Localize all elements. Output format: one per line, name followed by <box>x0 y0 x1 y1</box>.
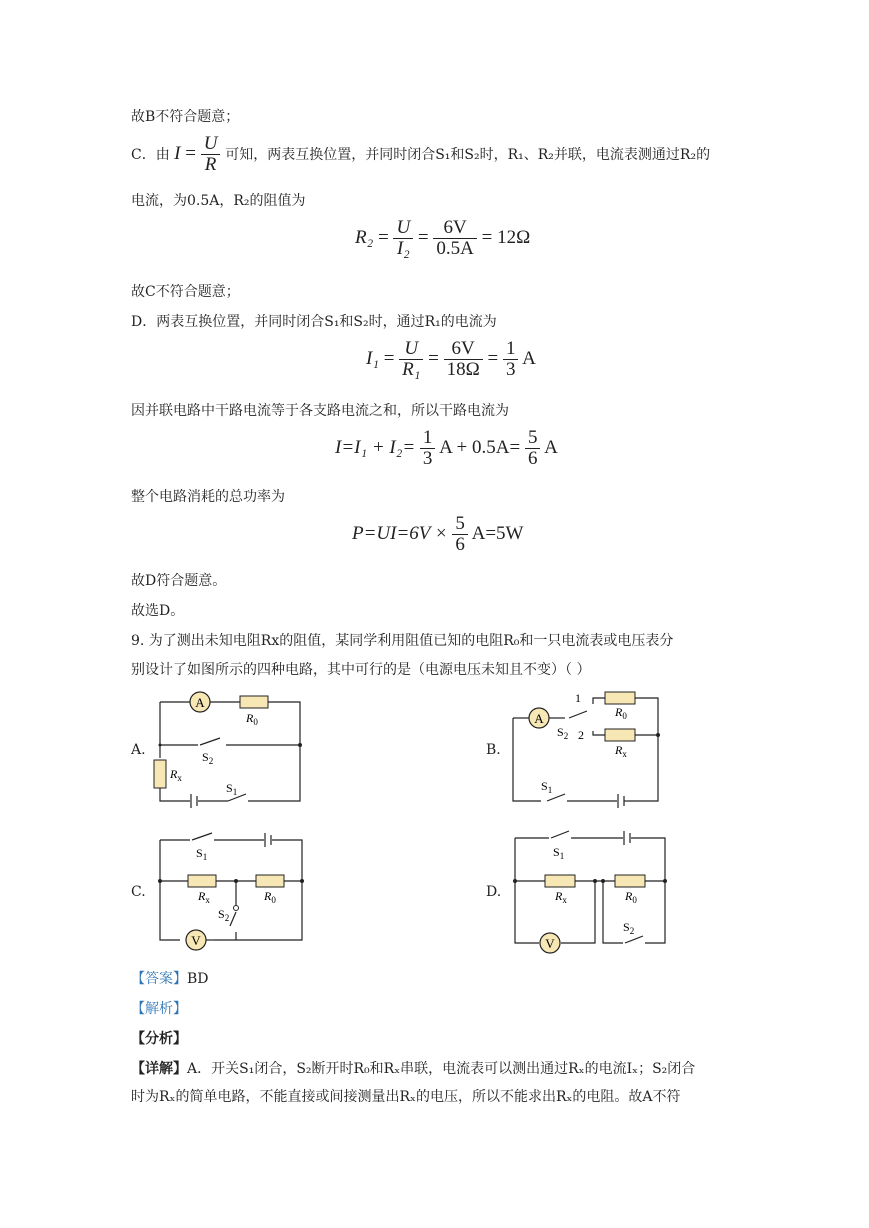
circuit-d-diagram <box>505 826 675 958</box>
svg-text:S1: $S_1$ <box>541 779 553 795</box>
answer-line <box>131 968 209 988</box>
question-9-line1: 9. 为了测出未知电阻Rx的阻值，某同学利用阻值已知的电阻R₀和一只电流表或电压表分 <box>131 633 674 649</box>
svg-text:2: 2 <box>578 728 584 742</box>
battery-icon <box>618 794 629 808</box>
battery-icon <box>265 833 271 847</box>
svg-text:Rx: $R_x$ <box>555 889 567 905</box>
answer-value: BD <box>187 971 209 987</box>
line-d-conclusion: 故D符合题意。 <box>131 573 227 589</box>
detail-line1: 【详解】A．开关S₁闭合，S₂断开时R₀和Rₓ串联，电流表可以测出通过Rₓ的电流Iₓ；S₂闭合 <box>131 1061 696 1077</box>
analysis-label: 【解析】 <box>131 1001 187 1017</box>
option-a-label: A. <box>131 742 146 758</box>
ammeter-label: A <box>195 695 205 710</box>
option-b-label: B. <box>486 742 501 758</box>
line-b-conclusion: 故B不符合题意； <box>131 109 240 125</box>
circuit-c-diagram <box>150 830 315 952</box>
ohm-law-formula: I = $\frac{U}{R}$ <box>174 143 225 164</box>
answer-label: 【答案】 <box>131 971 187 987</box>
svg-text:V: V <box>545 936 555 951</box>
resistor-r0-c <box>256 875 284 887</box>
svg-text:S2: $S_2$ <box>218 907 230 923</box>
line-power: 整个电路消耗的总功率为 <box>131 489 285 505</box>
detail-line2: 时为Rₓ的简单电路，不能直接或间接测量出Rₓ的电压，所以不能求出Rₓ的电阻。故A不符 <box>131 1089 681 1105</box>
resistor-r0 <box>240 696 268 708</box>
svg-text:S1: $S_1$ <box>196 846 208 862</box>
resistor-r0-d <box>615 875 645 887</box>
svg-text:Rx: $R_x$ <box>615 743 627 759</box>
svg-text:R0: $R_0$ <box>246 711 258 727</box>
formula-power: P=UI=6V × $\frac{5}{6}$ A=5W <box>352 513 524 555</box>
resistor-rx <box>154 760 166 788</box>
svg-text:S1: $S_1$ <box>553 845 565 861</box>
formula-r2: R₂ = $\frac{U}{\text{I₂}}$ = $\frac{6V}{0.5A}$ = 12Ω <box>355 217 531 259</box>
c-intro-pre: C．由 <box>131 146 170 163</box>
fenxi-label: 【分析】 <box>131 1031 187 1047</box>
formula-total-current: I=I₁ + I₂= $\frac{1}{3}$ A + 0.5A= $\frac{5}{6}$ A <box>335 427 558 469</box>
question-9-line2: 别设计了如图所示的四种电路，其中可行的是（电源电压未知且不变）（ ） <box>131 662 591 678</box>
svg-text:R0: $R_0$ <box>264 889 276 905</box>
battery-icon <box>191 794 197 808</box>
svg-text:S2: $S_2$ <box>623 920 635 936</box>
formula-i1: I₁ = $\frac{U}{\text{R₁}}$ = $\frac{6V}{18\Omega}$ = $\frac{1}{3}$ A <box>366 338 536 380</box>
line-choose: 故选D。 <box>131 603 185 619</box>
svg-text:R0: $R_0$ <box>625 889 637 905</box>
svg-text:S1: $S_1$ <box>226 781 238 797</box>
detail-label: 【详解】 <box>131 1061 187 1077</box>
resistor-rx-c <box>188 875 216 887</box>
svg-text:1: 1 <box>575 691 581 705</box>
line-c-intro <box>131 134 710 175</box>
line-c-conclusion: 故C不符合题意； <box>131 284 240 300</box>
line-parallel: 因并联电路中干路电流等于各支路电流之和，所以干路电流为 <box>131 403 509 419</box>
ammeter-label-b: A <box>534 711 544 726</box>
svg-text:Rx: $R_x$ <box>170 767 182 783</box>
resistor-rx-b <box>605 729 635 741</box>
resistor-rx-d <box>545 875 575 887</box>
option-d-label: D. <box>486 884 502 900</box>
battery-icon <box>624 831 630 845</box>
line-d-intro: D．两表互换位置，并同时闭合S₁和S₂时，通过R₁的电流为 <box>131 314 497 330</box>
svg-text:S2: $S_2$ <box>557 725 569 741</box>
line-c-current: 电流，为0.5A，R₂的阻值为 <box>131 193 306 209</box>
c-intro-post: 可知，两表互换位置，并同时闭合S₁和S₂时，R₁、R₂并联，电流表测通过R₂的 <box>225 146 711 163</box>
svg-text:V: V <box>191 933 201 948</box>
circuit-a-diagram <box>150 688 310 808</box>
circuit-b-diagram <box>505 688 665 808</box>
resistor-r0-b <box>605 692 635 704</box>
option-c-label: C. <box>131 884 146 900</box>
svg-text:S2: $S_2$ <box>202 750 214 766</box>
svg-text:Rx: $R_x$ <box>198 889 210 905</box>
svg-text:R0: $R_0$ <box>615 705 627 721</box>
